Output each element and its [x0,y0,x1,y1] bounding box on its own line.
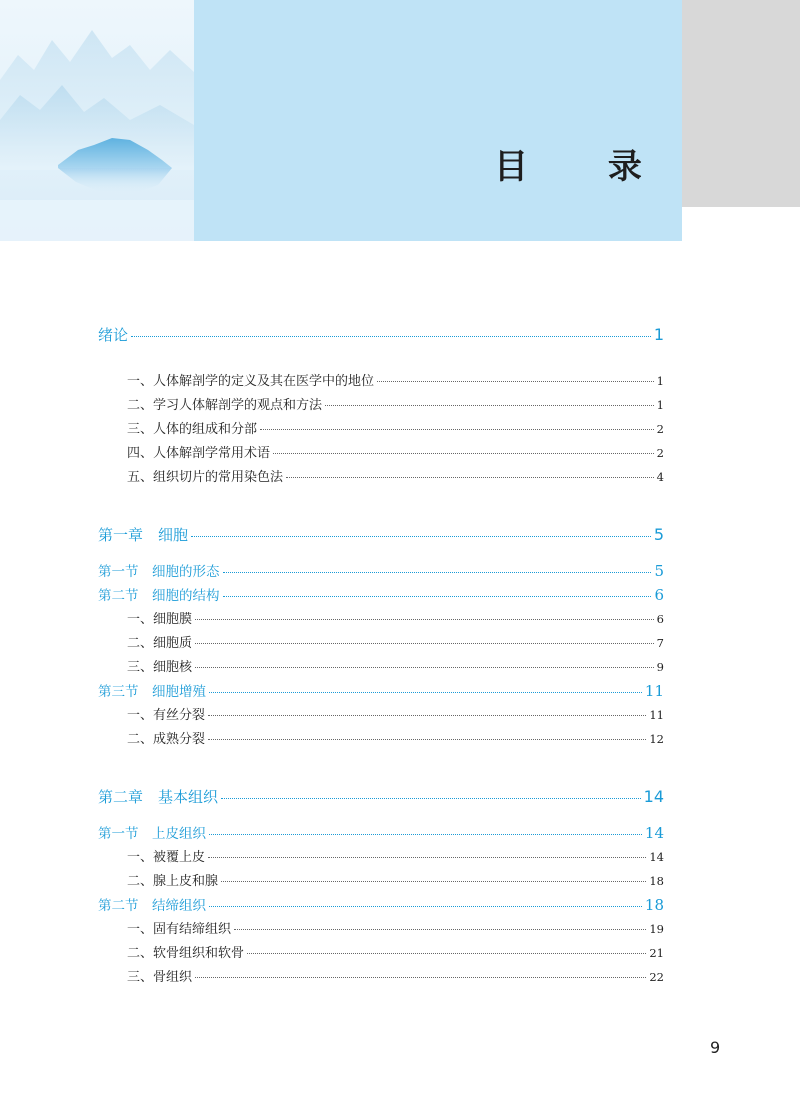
chapter-title: 第二章 基本组织 [98,788,219,806]
toc-item-row[interactable] [98,466,664,490]
item-title: 三、骨组织 [127,970,193,985]
item-title: 一、细胞膜 [127,612,193,627]
item-title: 二、软骨组织和软骨 [127,946,245,961]
toc-section-row[interactable] [98,894,664,918]
toc-item-row[interactable] [98,632,664,656]
dot-leader [195,643,654,644]
item-title: 二、细胞质 [127,636,193,651]
toc-item-row[interactable] [98,942,664,966]
item-page-number: 12 [649,732,664,746]
header-gray-block [682,0,800,207]
table-of-contents [98,324,664,990]
toc-chapter-row[interactable] [98,786,664,810]
item-page-number: 1 [656,398,664,412]
item-title: 一、人体解剖学的定义及其在医学中的地位 [127,374,375,389]
item-page-number: 4 [656,470,664,484]
dot-leader [234,929,646,930]
toc-chapter-row[interactable] [98,324,664,348]
item-page-number: 14 [649,850,664,864]
mountain-landscape-illustration [0,0,194,241]
header-blue-band [194,0,682,241]
footer-page-number: 9 [710,1038,721,1057]
dot-leader [195,977,646,978]
section-page-number: 11 [644,682,664,700]
section-page-number: 18 [644,896,664,914]
item-title: 一、固有结缔组织 [127,922,232,937]
toc-item-row[interactable] [98,728,664,752]
chapter-title: 绪论 [98,326,129,344]
dot-leader [209,834,642,835]
section-title: 第二节 结缔组织 [98,898,206,914]
item-page-number: 2 [656,446,664,460]
toc-item-row[interactable] [98,394,664,418]
toc-item-row[interactable] [98,370,664,394]
item-title: 二、成熟分裂 [127,732,206,747]
page-title: 目 录 [494,147,676,187]
item-title: 二、腺上皮和腺 [127,874,219,889]
item-title: 四、人体解剖学常用术语 [127,446,271,461]
section-page-number: 6 [654,586,664,604]
toc-item-row[interactable] [98,442,664,466]
item-title: 三、细胞核 [127,660,193,675]
item-page-number: 19 [649,922,664,936]
item-page-number: 1 [656,374,664,388]
item-title: 三、人体的组成和分部 [127,422,258,437]
item-page-number: 22 [649,970,664,984]
toc-item-row[interactable] [98,870,664,894]
toc-section-row[interactable] [98,822,664,846]
header-landscape-image [0,0,194,241]
section-title: 第一节 上皮组织 [98,826,206,842]
dot-leader [223,596,652,597]
toc-item-row[interactable] [98,418,664,442]
toc-section-row[interactable] [98,560,664,584]
toc-section-row[interactable] [98,680,664,704]
toc-chapter-row[interactable] [98,524,664,548]
dot-leader [208,857,646,858]
chapter-page-number: 14 [643,787,664,806]
section-title: 第二节 细胞的结构 [98,588,220,604]
dot-leader [195,619,654,620]
dot-leader [247,953,646,954]
dot-leader [325,405,654,406]
item-page-number: 7 [656,636,664,650]
dot-leader [195,667,654,668]
toc-item-row[interactable] [98,966,664,990]
toc-item-row[interactable] [98,656,664,680]
dot-leader [208,739,646,740]
item-page-number: 6 [656,612,664,626]
toc-item-row[interactable] [98,918,664,942]
item-title: 二、学习人体解剖学的观点和方法 [127,398,323,413]
section-title: 第一节 细胞的形态 [98,564,220,580]
dot-leader [273,453,654,454]
section-page-number: 5 [654,562,664,580]
dot-leader [209,906,642,907]
dot-leader [260,429,654,430]
toc-item-row[interactable] [98,704,664,728]
chapter-title: 第一章 细胞 [98,526,189,544]
toc-item-row[interactable] [98,846,664,870]
dot-leader [131,336,651,337]
dot-leader [209,692,642,693]
item-page-number: 2 [656,422,664,436]
item-page-number: 21 [649,946,664,960]
dot-leader [377,381,654,382]
chapter-page-number: 1 [653,325,664,344]
item-page-number: 11 [649,708,664,722]
dot-leader [221,881,646,882]
section-page-number: 14 [644,824,664,842]
dot-leader [208,715,646,716]
dot-leader [286,477,654,478]
item-title: 一、被覆上皮 [127,850,206,865]
toc-item-row[interactable] [98,608,664,632]
dot-leader [191,536,651,537]
toc-section-row[interactable] [98,584,664,608]
chapter-page-number: 5 [653,525,664,544]
dot-leader [221,798,641,799]
item-page-number: 18 [649,874,664,888]
dot-leader [223,572,652,573]
item-title: 一、有丝分裂 [127,708,206,723]
section-title: 第三节 细胞增殖 [98,684,206,700]
item-title: 五、组织切片的常用染色法 [127,470,284,485]
item-page-number: 9 [656,660,664,674]
